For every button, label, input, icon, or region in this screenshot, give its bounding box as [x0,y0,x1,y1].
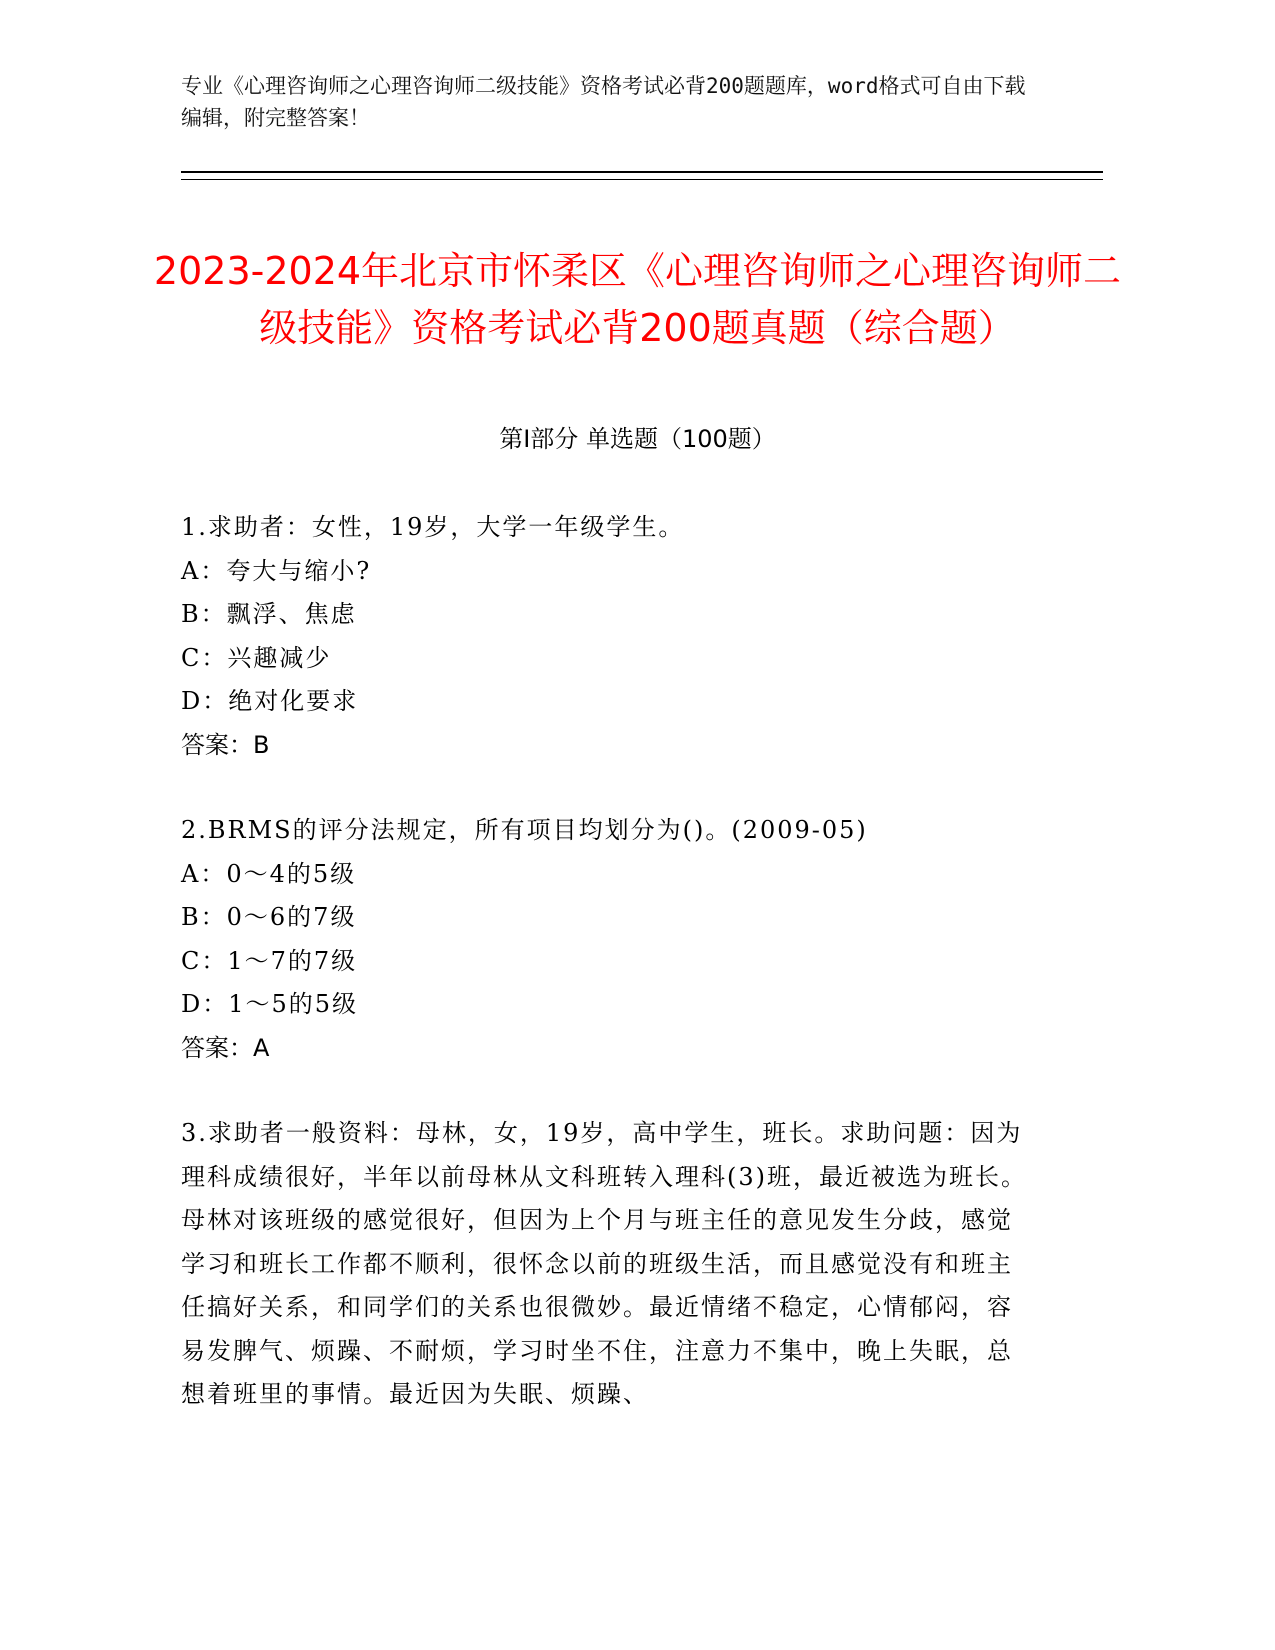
question-2 [181,809,1031,1070]
header-rule-thin [181,179,1103,180]
question-1 [181,506,1031,767]
header-note: 专业《心理咨询师之心理咨询师二级技能》资格考试必背200题题库，word格式可自由下载编辑，附完整答案！ [181,74,1026,130]
question-stem: 3.求助者一般资料：母林，女，19岁，高中学生，班长。求助问题：因为理科成绩很好，半年以前母林从文科班转入理科(3)班，最近被选为班长。母林对该班级的感觉很好，但因为上个月与班主任的意见发生分歧，感觉学习和班长工作都不顺利，很怀念以前的班级生活，而且感觉没有和班主任搞好关系，和同学们的关系也很微妙。最近情绪不稳定，心情郁闷，容易发脾气、烦躁、不耐烦，学习时坐不住，注意力不集中，晚上失眠，总想着班里的事情。最近因为失眠、烦躁、 [181,1119,1027,1408]
option-c: C：1～7的7级 [181,946,358,975]
answer: 答案：B [181,730,270,759]
section-title: 第Ⅰ部分 单选题（100题） [499,425,776,453]
header-rule-thick [181,171,1103,173]
question-stem: 2.BRMS的评分法规定，所有项目均划分为()。(2009-05) [181,816,868,844]
answer: 答案：A [181,1033,270,1062]
option-c: C：兴趣减少 [181,643,332,672]
document-title: 2023-2024年北京市怀柔区《心理咨询师之心理咨询师二级技能》资格考试必背200题真题（综合题） [153,249,1122,351]
option-b: B：飘浮、焦虑 [181,600,357,628]
option-b: B：0～6的7级 [181,903,357,931]
option-d: D：绝对化要求 [181,687,359,715]
option-a: A：夸大与缩小? [181,556,372,585]
question-3 [181,1112,1031,1417]
option-a: A：0～4的5级 [181,859,357,888]
option-d: D：1～5的5级 [181,990,359,1018]
question-stem: 1.求助者：女性，19岁，大学一年级学生。 [181,513,685,541]
question-list [181,506,1031,1459]
